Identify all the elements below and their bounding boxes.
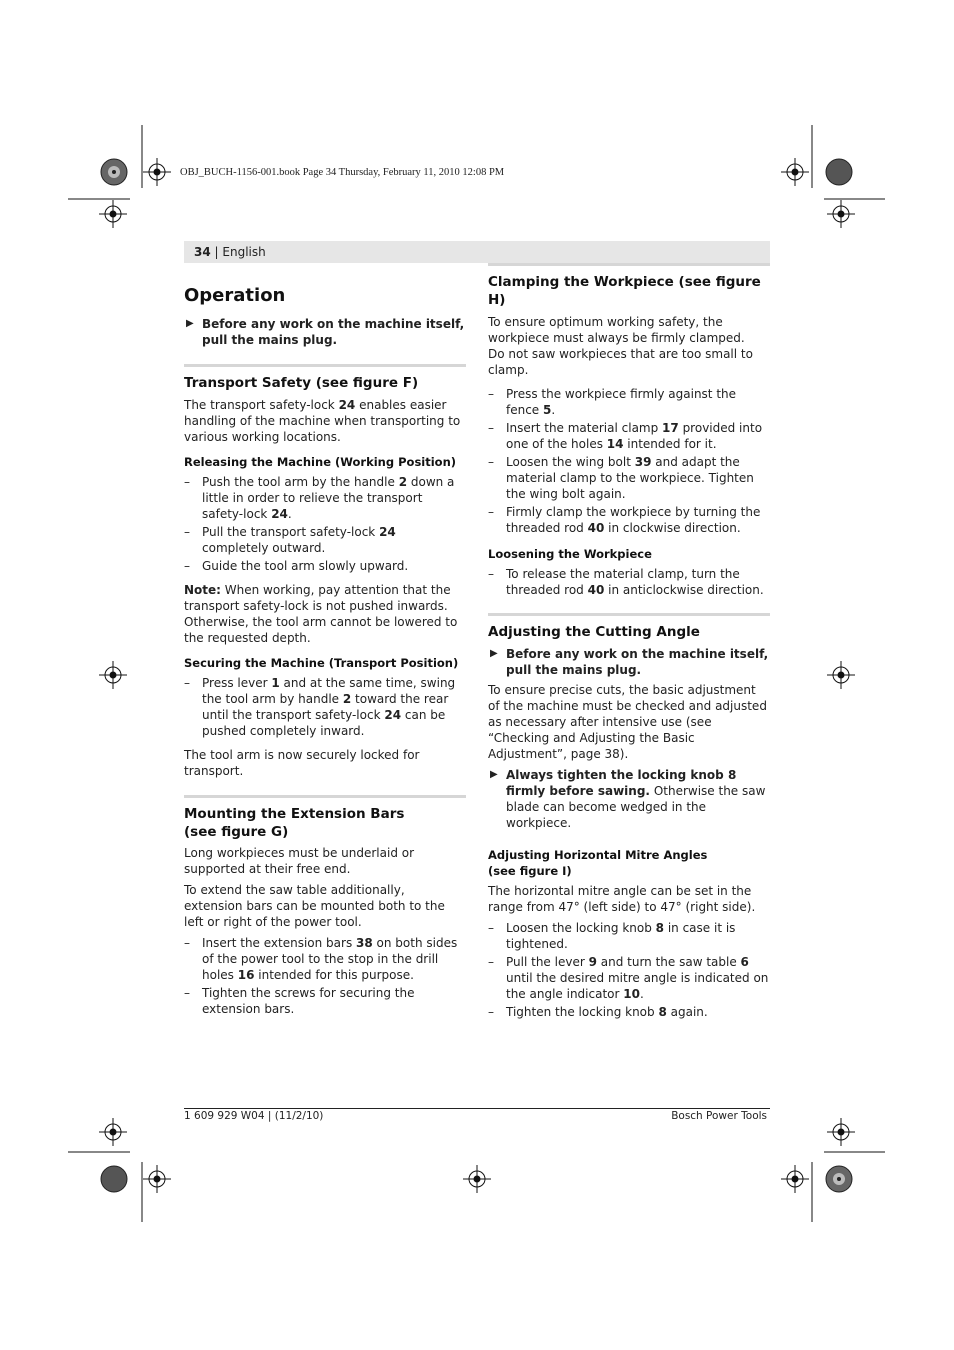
registration-dot-icon (826, 159, 852, 185)
paragraph: The tool arm is now securely locked for transport. (184, 748, 420, 778)
list-item: – Tighten the screws for securing the extension bars. (184, 986, 415, 1016)
footer-document-number: 1 609 929 W04 | (11/2/10) (184, 1110, 324, 1122)
heading-loosening: Loosening the Workpiece (488, 547, 652, 561)
registration-star-icon (826, 1166, 852, 1192)
list-item: – Firmly clamp the workpiece by turning the threaded rod 40 in clockwise direction. (488, 505, 761, 535)
crosshair-icon (143, 1165, 171, 1193)
list-item: – Loosen the wing bolt 39 and adapt the material clamp to the workpiece. Tighten the wing bolt again. (488, 455, 754, 501)
warning-item: ▶ Before any work on the machine itself, pull the mains plug. (186, 317, 465, 347)
list-item: – To release the material clamp, turn the threaded rod 40 in anticlockwise direction. (488, 567, 764, 597)
footer-rule (184, 1108, 770, 1109)
left-column (184, 285, 466, 1019)
list-item: – Tighten the locking knob 8 again. (488, 1005, 708, 1019)
page-header-bar (184, 241, 770, 263)
warning-triangle-icon: ▶ (186, 318, 194, 329)
heading-mitre-angles: Adjusting Horizontal Mitre Angles (see figure I) (488, 848, 708, 878)
list-item: – Pull the transport safety-lock 24 completely outward. (184, 525, 396, 555)
paragraph: To ensure precise cuts, the basic adjustment of the machine must be checked and adjusted as necessary after intensive use (see “Checking and Adjusting the Basic Adjustment”, page 38). (488, 683, 767, 761)
heading-securing: Securing the Machine (Transport Position) (184, 656, 459, 670)
note-paragraph: Note: When working, pay attention that the transport safety-lock is not pushed inwards. Otherwise, the tool arm cannot be lowered to the requested depth. (184, 583, 458, 645)
list-item: – Press lever 1 and at the same time, swing the tool arm by handle 2 toward the rear until the transport safety-lock 24 can be pushed completely inward. (184, 676, 456, 738)
warning-item: ▶ Always tighten the locking knob 8 firmly before sawing. Otherwise the saw blade can become wedged in the workpiece. (490, 768, 766, 830)
list-item: – Push the tool arm by the handle 2 down a little in order to relieve the transport safety-lock 24. (184, 475, 455, 521)
warning-triangle-icon: ▶ (490, 648, 498, 659)
paragraph: The transport safety-lock 24 enables easier handling of the machine when transporting to various working locations. (184, 398, 461, 444)
heading-releasing: Releasing the Machine (Working Position) (184, 455, 457, 469)
crosshair-icon (781, 158, 809, 186)
crosshair-icon (781, 1165, 809, 1193)
list-item: – Loosen the locking knob 8 in case it is tightened. (488, 921, 736, 951)
crosshair-icon (827, 661, 855, 689)
list-item: – Insert the extension bars 38 on both sides of the power tool to the stop in the drill holes 16 intended for this purpose. (184, 936, 458, 982)
paragraph: Do not saw workpieces that are too small to clamp. (488, 347, 753, 377)
heading-transport-safety: Transport Safety (see figure F) (184, 364, 466, 392)
section-title: Operation (184, 285, 286, 306)
list-item: – Pull the lever 9 and turn the saw table 6 until the desired mitre angle is indicated on the angle indicator 10. (488, 955, 769, 1001)
list-item: – Press the workpiece firmly against the fence 5. (488, 387, 737, 417)
paragraph: Long workpieces must be underlaid or supported at their free end. (184, 846, 415, 876)
page-separator: | (214, 245, 219, 259)
crosshair-icon (99, 200, 127, 228)
heading-extension-bars: Mounting the Extension Bars (see figure G) (184, 795, 466, 841)
heading-clamping: Clamping the Workpiece (see figure H) (488, 263, 770, 309)
warning-triangle-icon: ▶ (490, 769, 498, 780)
paragraph: To ensure optimum working safety, the workpiece must always be firmly clamped. (488, 315, 745, 345)
page-language: English (222, 245, 266, 259)
crosshair-icon (143, 158, 171, 186)
crosshair-icon (99, 1118, 127, 1146)
right-column (488, 263, 770, 1022)
crosshair-icon (827, 200, 855, 228)
list-item: – Insert the material clamp 17 provided into one of the holes 14 intended for it. (488, 421, 763, 451)
heading-cutting-angle: Adjusting the Cutting Angle (488, 613, 770, 641)
list-item: – Guide the tool arm slowly upward. (184, 559, 409, 573)
warning-item: ▶ Before any work on the machine itself, pull the mains plug. (490, 647, 769, 677)
registration-star-icon (101, 159, 127, 185)
book-file-header: OBJ_BUCH-1156-001.book Page 34 Thursday, February 11, 2010 12:08 PM (180, 167, 505, 178)
registration-dot-icon (101, 1166, 127, 1192)
paragraph: To extend the saw table additionally, extension bars can be mounted both to the left or right of the power tool. (184, 883, 445, 929)
footer-brand: Bosch Power Tools (671, 1110, 767, 1122)
crosshair-icon (99, 661, 127, 689)
crosshair-icon (827, 1118, 855, 1146)
paragraph: The horizontal mitre angle can be set in the range from 47° (left side) to 47° (right side). (488, 884, 756, 914)
page-number: 34 (194, 245, 211, 259)
crosshair-icon (463, 1165, 491, 1193)
